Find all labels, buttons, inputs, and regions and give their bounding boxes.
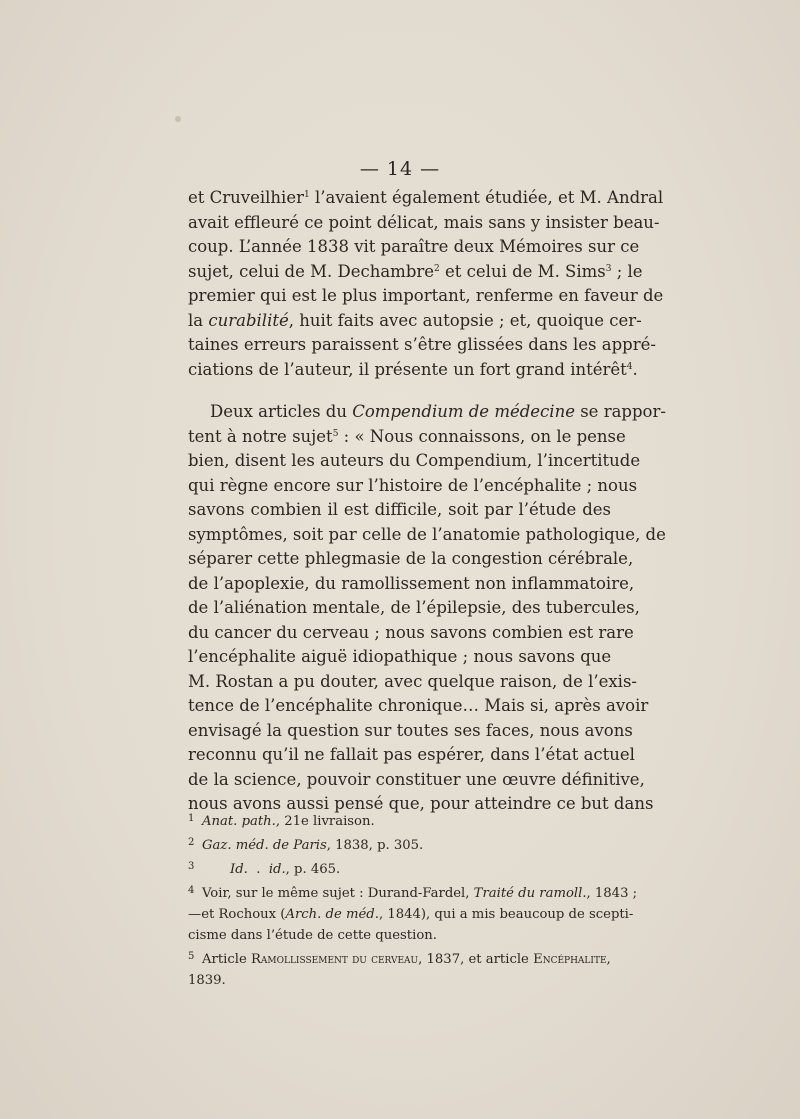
- text-line: avait effleuré ce point délicat, mais sans y insister beau-: [188, 212, 660, 232]
- text-line: Deux articles du Compendium de médecine se rappor-: [210, 402, 666, 421]
- footnote-4: 4 Voir, sur le même sujet : Durand-Fardel, Traité du ramoll., 1843 ;: [188, 885, 638, 901]
- footnote-3: 3 Id. . id., p. 465.: [188, 861, 341, 877]
- text-line: l’encéphalite aiguë idiopathique ; nous savons que: [188, 647, 612, 666]
- footnote-5-line-2: 1839.: [188, 973, 226, 988]
- text-line: savons combien il est difficile, soit par l’étude des: [188, 500, 611, 519]
- text-line: coup. L’année 1838 vit paraître deux Mémoires sur ce: [188, 237, 640, 256]
- footnote-4-line-3: cisme dans l’étude de cette question.: [188, 928, 437, 943]
- text-line: premier qui est le plus important, renferme en faveur de: [188, 286, 664, 305]
- text-line: et Cruveilhier$^1$ l’avaient également étudiée, et M. Andral: [188, 188, 664, 207]
- text-line: tent à notre sujet$^5$ : « Nous connaissons, on le pense: [188, 426, 626, 446]
- text-line: taines erreurs paraissent s’être glissées dans les appré-: [188, 335, 656, 354]
- text-line: de la science, pouvoir constituer une œuvre définitive,: [188, 769, 645, 789]
- text-line: de l’apoplexie, du ramollissement non inflammatoire,: [188, 573, 635, 593]
- text-line: symptômes, soit par celle de l’anatomie pathologique, de: [188, 524, 666, 544]
- text-line: M. Rostan a pu douter, avec quelque raison, de l’exis-: [188, 671, 637, 691]
- text-line: reconnu qu’il ne fallait pas espérer, dans l’état actuel: [188, 745, 635, 764]
- text-line: la curabilité, huit faits avec autopsie ; et, quoique cer-: [188, 310, 642, 330]
- page-number: — 14 —: [359, 158, 441, 180]
- text-line: sujet, celui de M. Dechambre$^2$ et celui de M. Sims$^3$ ; le: [188, 261, 643, 281]
- footnote-5: 5 Article Ramollissement du cerveau, 1837, et article Encéphalite,: [188, 951, 611, 967]
- paragraph-1: [188, 186, 664, 382]
- footnotes: [188, 808, 638, 991]
- text-line: séparer cette phlegmasie de la congestion cérébrale,: [188, 549, 634, 568]
- paragraph-2: [188, 400, 666, 817]
- text-line: envisagé la question sur toutes ses faces, nous avons: [188, 720, 633, 740]
- text-line: tence de l’encéphalite chronique… Mais si, après avoir: [188, 696, 649, 715]
- footnote-2: 2 Gaz. méd. de Paris, 1838, p. 305.: [188, 837, 424, 853]
- text-line: nous avons aussi pensé que, pour atteindre ce but dans: [188, 794, 654, 813]
- text-line: bien, disent les auteurs du Compendium, l’incertitude: [188, 451, 641, 470]
- footnote-4-line-2: —et Rochoux (Arch. de méd., 1844), qui a mis beaucoup de scepti-: [188, 907, 634, 922]
- text-line: de l’aliénation mentale, de l’épilepsie, des tubercules,: [188, 598, 640, 617]
- footnote-1: 1 Anat. path., 21e livraison.: [188, 813, 375, 829]
- paper-spot: [175, 116, 181, 122]
- text-line: qui règne encore sur l’histoire de l’encéphalite ; nous: [188, 475, 638, 495]
- text-line: ciations de l’auteur, il présente un fort grand intérêt$^4$.: [188, 359, 638, 379]
- text-line: du cancer du cerveau ; nous savons combien est rare: [188, 622, 634, 642]
